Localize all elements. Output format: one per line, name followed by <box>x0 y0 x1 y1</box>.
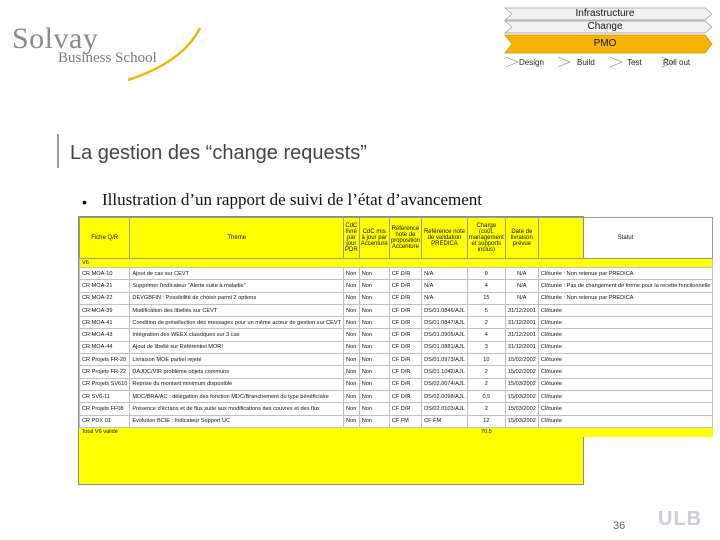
cell-statut: Clôturée <box>538 341 712 353</box>
cell-date: N/A <box>505 280 538 292</box>
cell-ref-proposition: CF D/R <box>389 329 421 341</box>
cell-theme: Modification des libellés sur CEVT <box>130 304 344 316</box>
process-infrastructure: Infrastructure <box>575 8 635 19</box>
table-row <box>80 329 713 341</box>
slide-title: La gestion des “change requests” <box>70 142 367 164</box>
cell-date: 15/02/2002 <box>505 366 538 378</box>
cell-statut: Clôturée <box>538 329 712 341</box>
cell-ref-proposition: CF D/R <box>389 304 421 316</box>
cell-fiche: CR Projets FR-20 <box>80 354 130 366</box>
cell-statut: Clôturée : Pas de changement de forme pour la recette fonctionnelle <box>538 280 712 292</box>
cell-ref-validation: N/A <box>422 268 468 280</box>
cell-cdc-maj: Non <box>359 317 389 329</box>
cell-date: 31/12/2001 <box>505 341 538 353</box>
solvay-logo <box>8 22 208 82</box>
header-ref-proposition: Référence note de proposition Accenture <box>389 218 421 259</box>
table-header-row <box>80 218 713 259</box>
cell-ref-proposition: CF D/R <box>389 403 421 415</box>
cell-ref-proposition: CF D/R <box>389 280 421 292</box>
header-statut: Statut <box>538 218 712 259</box>
cell-ref-proposition: CF FM <box>389 415 421 427</box>
header-date: Date de livraison prévue <box>505 218 538 259</box>
cell-theme: MDC/BRA/AC : délégation des fonction MDC/Branchement du type bénéficiaire <box>130 390 344 402</box>
cell-charge: 3 <box>467 341 505 353</box>
cell-charge: 9 <box>467 268 505 280</box>
cell-ref-proposition: CF D/R <box>389 292 421 304</box>
phase-design: Design <box>519 58 544 67</box>
table-row <box>80 403 713 415</box>
table-row <box>80 341 713 353</box>
cell-cdc-maj: Non <box>359 341 389 353</box>
table-row <box>80 415 713 427</box>
cell-theme: Présence d'écrans et de flux suite aux modifications des couvres et des flux <box>130 403 344 415</box>
cell-theme: Livraison MOE partiel rejeté <box>130 354 344 366</box>
cell-date: N/A <box>505 292 538 304</box>
table-row <box>80 268 713 280</box>
cell-ref-validation: DS/02.0103/AJL <box>422 403 468 415</box>
cell-theme: Ajout de libellé sur Référentiel MORI <box>130 341 344 353</box>
cell-date: 15/03/2002 <box>505 403 538 415</box>
cell-cdc-maj: Non <box>359 304 389 316</box>
cell-ref-validation: N/A <box>422 292 468 304</box>
cell-ref-validation: DS/01.0973/AJL <box>422 354 468 366</box>
cell-date: 31/12/2001 <box>505 304 538 316</box>
cell-cdc-livre: Non <box>344 354 360 366</box>
cell-fiche: CR PDX 01 <box>80 415 130 427</box>
cell-cdc-livre: Non <box>344 280 360 292</box>
cell-ref-proposition: CF D/R <box>389 390 421 402</box>
cell-statut: Clôturée : Non retenue par PREDICA <box>538 292 712 304</box>
cell-ref-proposition: CF D/R <box>389 341 421 353</box>
cell-charge: 2 <box>467 403 505 415</box>
cell-date: 31/12/2001 <box>505 329 538 341</box>
cell-statut: Clôturée : Non retenue par PREDICA <box>538 268 712 280</box>
cell-statut: Clôturée <box>538 403 712 415</box>
table-row <box>80 292 713 304</box>
cell-date: 15/03/2002 <box>505 415 538 427</box>
table-row <box>80 366 713 378</box>
total-value: 70,5 <box>467 427 505 437</box>
status-report-table <box>78 216 711 485</box>
cell-cdc-livre: Non <box>344 378 360 390</box>
cell-theme: DAJDC/VIR problème objets communs <box>130 366 344 378</box>
header-fiche: Fiche Q/R <box>80 218 130 259</box>
group-label: V6 <box>80 259 713 268</box>
bullet-dot-icon: • <box>82 194 87 210</box>
logo-line1: Solvay <box>12 22 99 55</box>
table-row <box>80 304 713 316</box>
cell-cdc-maj: Non <box>359 415 389 427</box>
cell-date: 15/03/2002 <box>505 390 538 402</box>
cell-statut: Clôturée <box>538 304 712 316</box>
cell-statut: Clôturée <box>538 354 712 366</box>
cell-ref-validation: DS/02.0098/AJL <box>422 390 468 402</box>
cell-ref-validation: DS/01.0881/AJL <box>422 341 468 353</box>
cell-cdc-livre: Non <box>344 329 360 341</box>
table-row <box>80 317 713 329</box>
cell-cdc-maj: Non <box>359 280 389 292</box>
cell-theme: Intégration des WEEX classiques sur 3 cas <box>130 329 344 341</box>
cell-charge: 10 <box>467 354 505 366</box>
cell-statut: Clôturée <box>538 366 712 378</box>
cell-cdc-livre: Non <box>344 341 360 353</box>
cell-date: 31/12/2001 <box>505 317 538 329</box>
table-row <box>80 354 713 366</box>
cell-statut: Clôturée <box>538 378 712 390</box>
cell-fiche: CR Projets SV610 <box>80 378 130 390</box>
cell-date: N/A <box>505 268 538 280</box>
cell-theme: DEVGBFIN : Possibilité de choisir parmi 2 options <box>130 292 344 304</box>
header-theme: Thème <box>130 218 344 259</box>
process-pmo: PMO <box>593 38 617 49</box>
cell-cdc-livre: Non <box>344 304 360 316</box>
cell-ref-validation: DS/01.0847/AJL <box>422 317 468 329</box>
cell-fiche: CR MOA-44 <box>80 341 130 353</box>
cell-ref-validation: DS/01.0846/AJL <box>422 304 468 316</box>
cell-ref-proposition: CF D/R <box>389 317 421 329</box>
phase-rollout: Roll out <box>663 58 691 67</box>
table-total-row <box>80 427 713 437</box>
cell-cdc-maj: Non <box>359 403 389 415</box>
cell-cdc-livre: Non <box>344 292 360 304</box>
process-change: Change <box>587 21 623 32</box>
cell-ref-validation: N/A <box>422 280 468 292</box>
cell-fiche: CR MOA-39 <box>80 304 130 316</box>
cell-cdc-maj: Non <box>359 390 389 402</box>
cell-theme: Condition de présélection des messages pour un même acteur de gestion sur CEVT <box>130 317 344 329</box>
cell-cdc-maj: Non <box>359 378 389 390</box>
cell-charge: 2 <box>467 317 505 329</box>
cell-ref-validation: DS/02.0074/AJL <box>422 378 468 390</box>
header-cdc-maj: CdC mis à jour par Accenture <box>359 218 389 259</box>
cell-charge: 2 <box>467 366 505 378</box>
logo-line2: Business School <box>58 50 157 66</box>
cell-charge: 2 <box>467 378 505 390</box>
cell-date: 15/02/2002 <box>505 354 538 366</box>
cell-charge: 5 <box>467 304 505 316</box>
cell-ref-validation: CF FM <box>422 415 468 427</box>
phase-test: Test <box>627 58 642 67</box>
cell-cdc-livre: Non <box>344 403 360 415</box>
header-ref-validation: Référence note de validation PREDICA <box>422 218 468 259</box>
bullet-text: Illustration d’un rapport de suivi de l’état d’avancement <box>102 190 483 209</box>
phase-build: Build <box>577 58 595 67</box>
header-charge: Charge (coût, management et supports inclus) <box>467 218 505 259</box>
ulb-logo: ULB <box>658 508 703 530</box>
cell-date: 15/03/2002 <box>505 378 538 390</box>
cell-cdc-livre: Non <box>344 415 360 427</box>
cell-cdc-livre: Non <box>344 317 360 329</box>
cell-fiche: CR Projets FR-22 <box>80 366 130 378</box>
table-row <box>80 390 713 402</box>
cell-cdc-maj: Non <box>359 366 389 378</box>
cell-cdc-maj: Non <box>359 354 389 366</box>
table-row <box>80 280 713 292</box>
cell-ref-validation: DS/01.0905/AJL <box>422 329 468 341</box>
cell-cdc-livre: Non <box>344 390 360 402</box>
cell-fiche: CR MOA-43 <box>80 329 130 341</box>
cell-theme: Supprimer l'indicateur "Alerte suite à maladie" <box>130 280 344 292</box>
cell-cdc-livre: Non <box>344 366 360 378</box>
table-group-row <box>80 259 713 268</box>
cell-fiche: CR MOA-41 <box>80 317 130 329</box>
cell-ref-proposition: CF D/R <box>389 354 421 366</box>
cell-charge: 4 <box>467 329 505 341</box>
cell-fiche: CR MOA-21 <box>80 280 130 292</box>
total-empty <box>505 427 712 437</box>
cell-fiche: CR MOA-22 <box>80 292 130 304</box>
cell-statut: Clôturée <box>538 390 712 402</box>
cell-theme: Reprise du montant minimum disponible <box>130 378 344 390</box>
cell-ref-proposition: CF D/R <box>389 268 421 280</box>
cell-ref-validation: DS/01.1042/AJL <box>422 366 468 378</box>
cell-statut: Clôturée <box>538 415 712 427</box>
cell-fiche: CR Projets FF08 <box>80 403 130 415</box>
cell-ref-proposition: CF D/R <box>389 378 421 390</box>
cell-fiche: CR MOA-10 <box>80 268 130 280</box>
cell-cdc-livre: Non <box>344 268 360 280</box>
cell-statut: Clôturée <box>538 317 712 329</box>
cell-charge: 0,5 <box>467 390 505 402</box>
cell-theme: Evolution BCIE : Indicateur Support UC <box>130 415 344 427</box>
cell-ref-proposition: CF D/R <box>389 366 421 378</box>
cell-theme: Ajout de cas sur CEVT <box>130 268 344 280</box>
cell-cdc-maj: Non <box>359 292 389 304</box>
cell-fiche: CR SV6-11 <box>80 390 130 402</box>
cell-charge: 15 <box>467 292 505 304</box>
cell-cdc-maj: Non <box>359 268 389 280</box>
cell-cdc-maj: Non <box>359 329 389 341</box>
total-label: Total V6 validé <box>80 427 468 437</box>
table-row <box>80 378 713 390</box>
cell-charge: 12 <box>467 415 505 427</box>
page-number: 36 <box>613 520 626 532</box>
cell-charge: 4 <box>467 280 505 292</box>
title-rule <box>57 134 59 168</box>
header-cdc-livre: CdC livré par jour PDR <box>344 218 360 259</box>
